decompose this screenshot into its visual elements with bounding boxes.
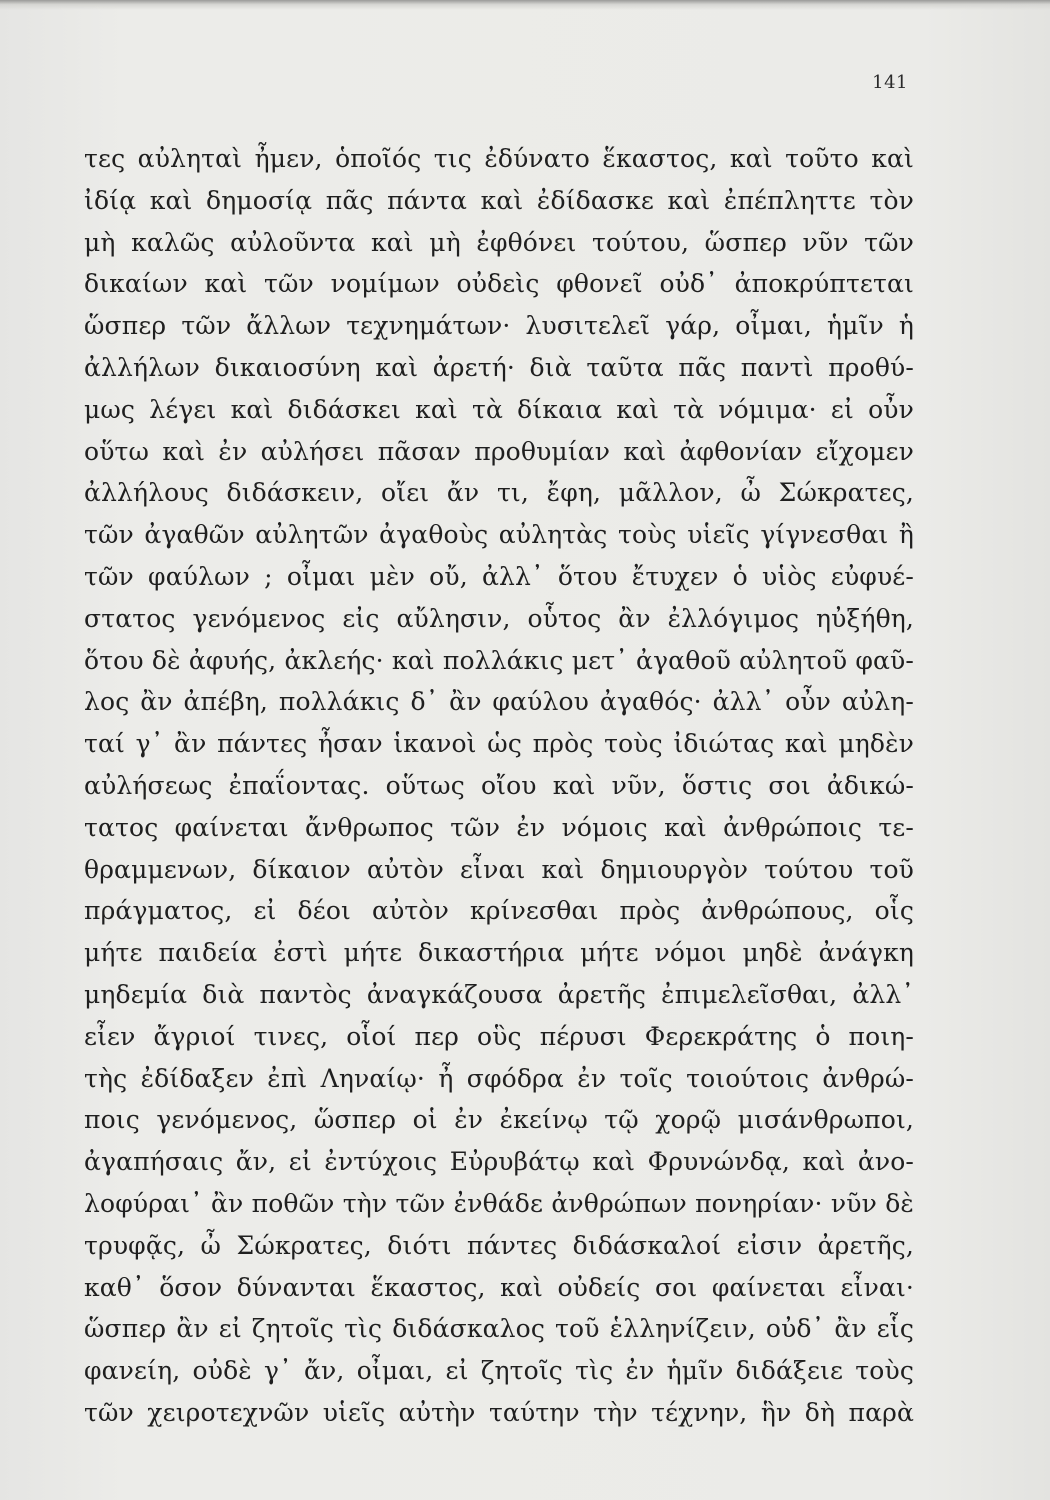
text-line: μήτε παιδεία ἐστὶ μήτε δικαστήρια μήτε νόμοι μηδὲ ἀνάγκη: [84, 938, 914, 968]
text-line: ὅτου δὲ ἀφυής, ἀκλεής· καὶ πολλάκις μετ᾽ ἀγαθοῦ αὐλητοῦ φαῦ-: [84, 645, 914, 675]
text-line: καθ᾽ ὅσον δύνανται ἕκαστος, καὶ οὐδείς σοι φαίνεται εἶναι·: [84, 1272, 914, 1302]
text-line: ἀγαπήσαις ἄν, εἰ ἐντύχοις Εὐρυβάτῳ καὶ Φρυνώνδᾳ, καὶ ἀνο-: [84, 1147, 914, 1177]
text-line: πράγματος, εἰ δέοι αὐτὸν κρίνεσθαι πρὸς ἀνθρώπους, οἷς: [84, 896, 914, 926]
greek-text-block: [84, 138, 914, 1434]
text-line: θραμμενων, δίκαιον αὐτὸν εἶναι καὶ δημιουργὸν τούτου τοῦ: [84, 854, 914, 884]
scan-top-shadow: [0, 0, 1050, 10]
text-line: φανείη, οὐδὲ γ᾽ ἄν, οἶμαι, εἰ ζητοῖς τὶς ἐν ἡμῖν διδάξειε τοὺς: [84, 1356, 914, 1386]
text-line: μὴ καλῶς αὐλοῦντα καὶ μὴ ἐφθόνει τούτου, ὥσπερ νῦν τῶν: [84, 227, 914, 257]
text-line: τῶν ἀγαθῶν αὐλητῶν ἀγαθοὺς αὐλητὰς τοὺς υἱεῖς γίγνεσθαι ἢ: [84, 520, 914, 550]
text-line: τες αὐληταὶ ἦμεν, ὁποῖός τις ἐδύνατο ἕκαστος, καὶ τοῦτο καὶ: [84, 144, 914, 173]
text-line: μηδεμία διὰ παντὸς ἀναγκάζουσα ἀρετῆς ἐπιμελεῖσθαι, ἀλλ᾽: [84, 979, 914, 1009]
text-line: εἶεν ἄγριοί τινες, οἷοί περ οὓς πέρυσι Φερεκράτης ὁ ποιη-: [84, 1021, 914, 1051]
text-line: ὥσπερ ἂν εἰ ζητοῖς τὶς διδάσκαλος τοῦ ἑλληνίζειν, οὐδ᾽ ἂν εἷς: [84, 1314, 914, 1344]
text-line: αὐλήσεως ἐπαΐοντας. οὕτως οἴου καὶ νῦν, ὅστις σοι ἀδικώ-: [84, 770, 914, 800]
text-line: ἰδίᾳ καὶ δημοσίᾳ πᾶς πάντα καὶ ἐδίδασκε καὶ ἐπέπληττε τὸν: [84, 185, 914, 215]
page-number: 141: [872, 72, 908, 93]
text-line: οὕτω καὶ ἐν αὐλήσει πᾶσαν προθυμίαν καὶ ἀφθονίαν εἴχομεν: [84, 436, 914, 466]
text-line: ποις γενόμενος, ὥσπερ οἱ ἐν ἐκείνῳ τῷ χορῷ μισάνθρωποι,: [84, 1105, 914, 1135]
text-line: ὥσπερ τῶν ἄλλων τεχνημάτων· λυσιτελεῖ γάρ, οἶμαι, ἡμῖν ἡ: [84, 311, 914, 341]
text-line: τῶν χειροτεχνῶν υἱεῖς αὐτὴν ταύτην τὴν τέχνην, ἣν δὴ παρὰ: [84, 1397, 914, 1427]
text-line: τατος φαίνεται ἄνθρωπος τῶν ἐν νόμοις καὶ ἀνθρώποις τε-: [84, 812, 914, 842]
text-line: στατος γενόμενος εἰς αὔλησιν, οὗτος ἂν ἐλλόγιμος ηὐξήθη,: [84, 603, 914, 633]
text-line: ταί γ᾽ ἂν πάντες ἦσαν ἱκανοὶ ὡς πρὸς τοὺς ἰδιώτας καὶ μηδὲν: [84, 729, 914, 759]
text-line: λος ἂν ἀπέβη, πολλάκις δ᾽ ἂν φαύλου ἀγαθός· ἀλλ᾽ οὖν αὐλη-: [84, 687, 914, 717]
text-line: τῶν φαύλων ; οἶμαι μὲν οὔ, ἀλλ᾽ ὅτου ἔτυχεν ὁ υἱὸς εὐφυέ-: [84, 561, 914, 591]
text-line: ἀλλήλων δικαιοσύνη καὶ ἀρετή· διὰ ταῦτα πᾶς παντὶ προθύ-: [84, 352, 914, 382]
text-line: τρυφᾷς, ὦ Σώκρατες, διότι πάντες διδάσκαλοί εἰσιν ἀρετῆς,: [84, 1230, 914, 1260]
text-line: μως λέγει καὶ διδάσκει καὶ τὰ δίκαια καὶ τὰ νόμιμα· εἰ οὖν: [84, 394, 914, 424]
text-line: ἀλλήλους διδάσκειν, οἴει ἄν τι, ἔφη, μᾶλλον, ὦ Σώκρατες,: [84, 478, 914, 508]
text-line: λοφύραι᾽ ἂν ποθῶν τὴν τῶν ἐνθάδε ἀνθρώπων πονηρίαν· νῦν δὲ: [84, 1188, 914, 1218]
text-line: τὴς ἐδίδαξεν ἐπὶ Ληναίῳ· ἦ σφόδρα ἐν τοῖς τοιούτοις ἀνθρώ-: [84, 1063, 914, 1093]
text-line: δικαίων καὶ τῶν νομίμων οὐδεὶς φθονεῖ οὐδ᾽ ἀποκρύπτεται: [84, 269, 914, 299]
